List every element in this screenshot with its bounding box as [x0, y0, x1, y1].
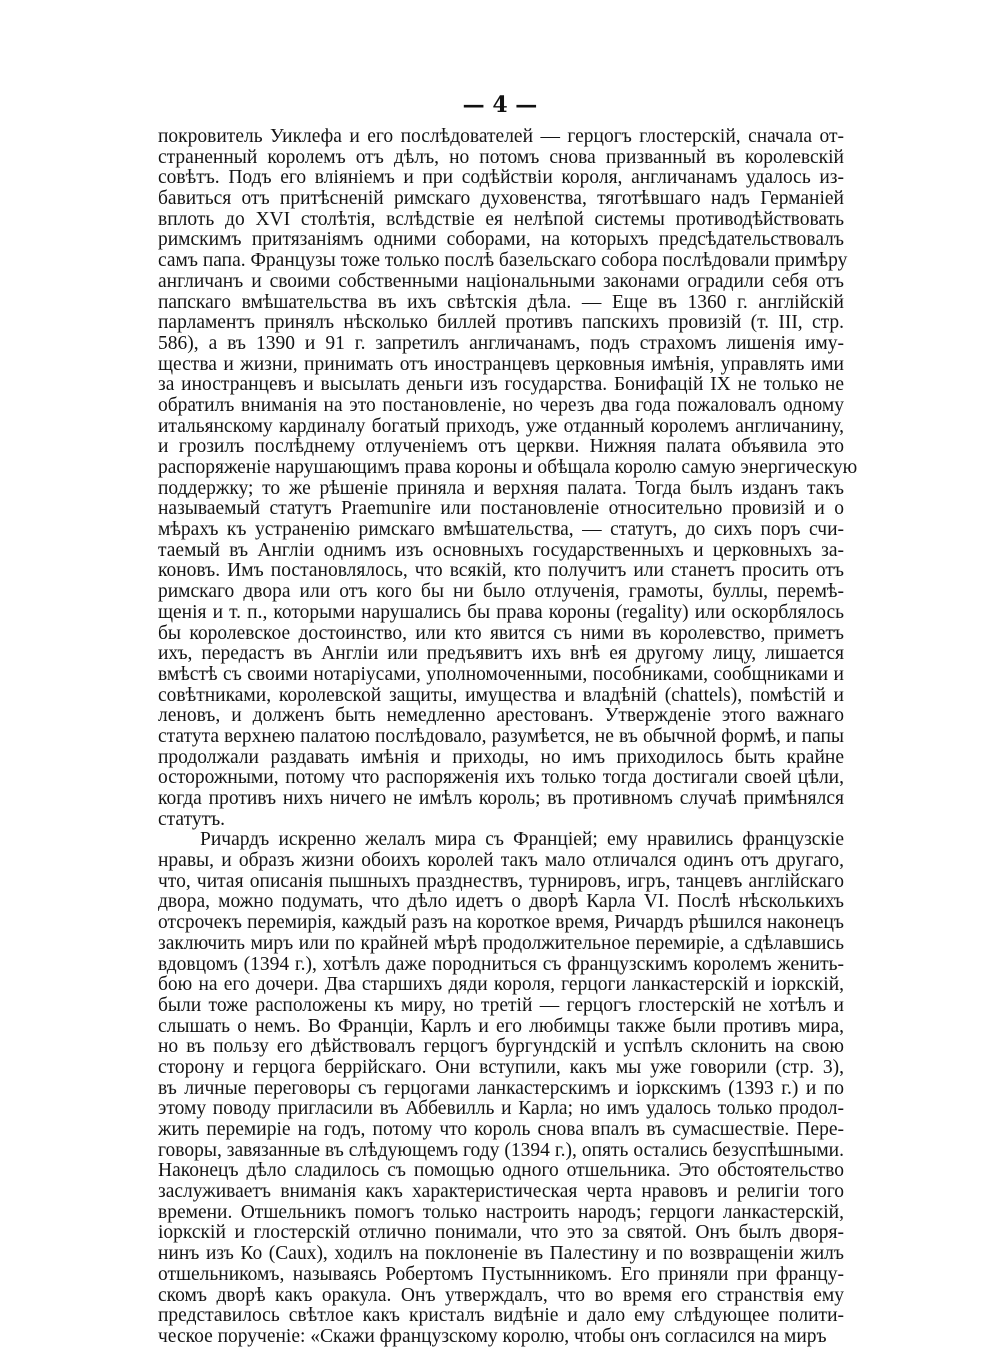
text-line: жить перемиріе на годъ, потому что король снова впалъ въ сумасшествіе. Пере- [158, 1119, 844, 1140]
text-line: распоряженіе нарушающимъ права короны и обѣщала королю самую энергическую [158, 457, 858, 478]
text-line: вмѣстѣ съ своими нотаріусами, уполномоченными, пособниками, сообщниками и [158, 663, 844, 685]
text-line: римскимъ притязаніямъ одними соборами, на которыхъ предсѣдательствовалъ [158, 229, 844, 251]
text-line: времени. Отшельникъ помогъ только настроить народъ; герцоги ланкастерскій, [158, 1201, 844, 1223]
text-line: были тоже расположены къ миру, но третій — герцогъ глостерскій не хотѣлъ и [158, 994, 844, 1016]
text-line: слышать о немъ. Во Франціи, Карлъ и его любимцы также были противъ мира, [158, 1015, 844, 1037]
text-line: отшельникомъ, называясь Робертомъ Пустынникомъ. Его приняли при францу- [158, 1263, 844, 1285]
text-line: называемый статутъ Praemunire или постановленіе относительно провизій и о [158, 498, 844, 520]
text-line: іоркскій и глостерскій отлично понимали, что это за святой. Онъ былъ дворя- [158, 1222, 844, 1244]
text-line: статутъ. [158, 808, 226, 830]
text-line: покровитель Уиклефа и его послѣдователей — герцогъ глостерскій, сначала от- [158, 126, 844, 147]
text-line: отсрочекъ перемирія, каждый разъ на короткое время, Ричардъ рѣшился наконецъ [158, 912, 844, 934]
text-line: осторожными, потому что распоряженія ихъ только тогда достигали своей цѣли, [158, 767, 844, 789]
text-line: англичанъ и своими собственными національными законами оградили себя отъ [158, 270, 844, 292]
text-line: Наконецъ дѣло сладилось съ помощью одного отшельника. Это обстоятельство [158, 1160, 844, 1182]
text-line: что, читая описанія пышныхъ празднествъ, турнировъ, игръ, танцевъ англійскаго [158, 870, 844, 892]
paragraph [158, 830, 844, 1347]
text-line: ческое порученіе: «Скажи французскому королю, чтобы онъ согласился на миръ [158, 1325, 827, 1347]
text-line: совѣтниками, королевской защиты, имущества и владѣній (chattels), помѣстій и [158, 684, 844, 706]
text-line: нинъ изъ Ко (Caux), ходилъ на поклоненіе въ Палестину и по возвращеніи жилъ [158, 1243, 844, 1265]
text-line: бою на его дочери. Два старшихъ дяди короля, герцоги ланкастерскій и іоркскій, [158, 974, 844, 996]
text-line: совѣтъ. Подъ его вліяніемъ и при содѣйствіи короля, англичанамъ удалось из- [158, 167, 844, 189]
text-line: вдовцомъ (1394 г.), хотѣлъ даже породниться съ французскимъ королемъ женить- [158, 953, 844, 975]
text-line: таемый въ Англіи однимъ изъ основныхъ государственныхъ и церковныхъ за- [158, 539, 844, 561]
text-line: заслуживаетъ вниманія какъ характеристическая черта нравовъ и религіи того [158, 1181, 844, 1203]
text-line: ихъ, передастъ въ Англіи или предъявитъ ихъ внѣ ея другому лицу, лишается [158, 643, 844, 665]
text-line: двора, можно подумать, что дѣло идетъ о дворѣ Карла VI. Послѣ нѣсколькихъ [158, 891, 844, 913]
paragraph [158, 126, 858, 830]
text-line: статута верхнею палатою послѣдовало, разумѣется, не въ обычной формѣ, и папы [158, 725, 844, 747]
text-line: страненный королемъ отъ дѣлъ, но потомъ снова призванный въ королевскій [158, 146, 844, 168]
body-text [158, 126, 858, 1348]
text-line: леновъ, и долженъ быть немедленно арестованъ. Утвержденіе этого важнаго [158, 705, 844, 727]
text-line: бавиться отъ притѣсненій римскаго духовенства, тяготѣвшаго надъ Германіей [158, 188, 844, 210]
text-line: заключить миръ или по крайней мѣрѣ продолжительное перемиріе, а сдѣлавшись [158, 932, 844, 954]
text-line: щенія и т. п., которыми нарушались бы права короны (regality) или оскорблялось [158, 601, 844, 623]
text-line: когда противъ нихъ ничего не имѣлъ король; въ противномъ случаѣ примѣнялся [158, 788, 844, 809]
text-line: и грозилъ послѣднему отлученіемъ отъ церкви. Нижняя палата объявила это [158, 436, 844, 458]
text-line: коновъ. Имъ постановлялось, что всякій, кто получитъ или станетъ просить отъ [158, 560, 844, 582]
text-line: поддержку; то же рѣшеніе приняла и верхняя палата. Тогда былъ изданъ такъ [158, 477, 844, 499]
text-line: нравы, и образъ жизни обоихъ королей такъ мало отличался одинъ отъ другаго, [158, 850, 844, 872]
text-line: римскаго двора или отъ кого бы ни было отлученія, грамоты, буллы, перемѣ- [158, 581, 844, 603]
text-line: бы королевское достоинство, или кто явится съ ними въ королевство, приметъ [158, 622, 844, 644]
text-line: папскаго вмѣшательства въ ихъ свѣтскія дѣла. — Еще въ 1360 г. англійскій [158, 291, 844, 313]
text-line: Ричардъ искренно желалъ мира съ Франціей; ему нравились французскіе [200, 829, 844, 851]
text-line: скомъ дворѣ какъ оракула. Онъ утверждалъ, что во время его странствія ему [158, 1284, 844, 1306]
text-line: но въ пользу его дѣйствовалъ герцогъ бургундскій и успѣлъ склонить на свою [158, 1036, 844, 1058]
text-line: говоры, завязанные въ слѣдующемъ году (1394 г.), опять остались безуспѣшными. [158, 1139, 844, 1161]
text-line: продолжали раздавать имѣнія и приходы, но имъ приходилось быть крайне [158, 746, 844, 768]
text-line: щества и жизни, принимать отъ иностранцевъ церковныя имѣнія, управлять ими [158, 353, 844, 375]
text-line: мѣрахъ къ устраненію римскаго вмѣшательства, — статутъ, до сихъ поръ счи- [158, 519, 844, 541]
text-line: въ личные переговоры съ герцогами ланкастерскимъ и іоркскимъ (1393 г.) и по [158, 1077, 844, 1099]
text-line: этому поводу пригласили въ Аббевилль и Карла; но имъ удалось только продол- [158, 1098, 844, 1120]
text-line: сторону и герцога беррійскаго. Они вступили, какъ мы уже говорили (стр. 3), [158, 1056, 844, 1078]
text-line: парламентъ принялъ нѣсколько биллей противъ папскихъ провизій (т. III, стр. [158, 312, 844, 334]
text-line: вплоть до XVI столѣтія, вслѣдствіе ея нелѣпой системы противодѣйствовать [158, 208, 844, 230]
text-line: обратилъ вниманія на это постановленіе, но черезъ два года пожаловалъ одному [158, 394, 844, 416]
text-line: 586), а въ 1390 и 91 г. запретилъ англичанамъ, подъ страхомъ лишенія иму- [158, 332, 844, 354]
page-number: — 4 — [462, 92, 538, 118]
text-line: итальянскому кардиналу богатый приходъ, уже отданный королемъ англичанину, [158, 415, 844, 437]
text-line: самъ папа. Французы тоже только послѣ базельскаго собора послѣдовали примѣру [158, 250, 848, 272]
text-line: за иностранцевъ и высылать деньги изъ государства. Бонифацій IX не только не [158, 374, 844, 396]
text-line: представилось свѣтлое какъ кристалъ видѣніе и дало ему слѣдующее полити- [158, 1305, 844, 1327]
